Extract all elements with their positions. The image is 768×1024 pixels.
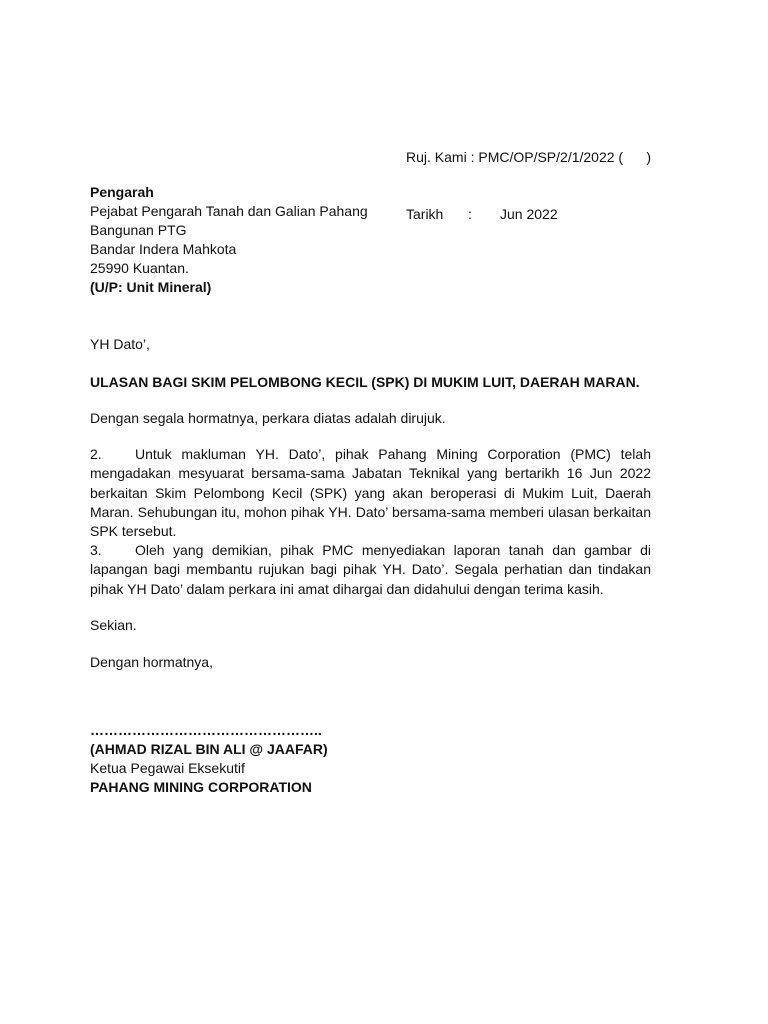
paragraph-2 (90, 445, 651, 541)
date-label: Tarikh (406, 206, 444, 222)
subject-line: ULASAN BAGI SKIM PELOMBONG KECIL (SPK) DI MUKIM LUIT, DAERAH MARAN. (90, 374, 640, 390)
salutation: YH Dato’, (90, 336, 150, 352)
addressee-line-2: Bangunan PTG (90, 222, 187, 238)
intro-paragraph: Dengan segala hormatnya, perkara diatas adalah dirujuk. (90, 410, 446, 426)
closing-regards: Dengan hormatnya, (90, 654, 213, 670)
addressee-attention: (U/P: Unit Mineral) (90, 279, 212, 295)
date-colon: : (468, 206, 472, 222)
signatory-name: (AHMAD RIZAL BIN ALI @ JAAFAR) (90, 741, 328, 757)
addressee-line-1: Pejabat Pengarah Tanah dan Galian Pahang (90, 203, 368, 219)
paragraph-3-text: Oleh yang demikian, pihak PMC menyediakan laporan tanah dan gambar di lapangan bagi membantu rujukan bagi pihak YH. Dato’. Segala perhatian dan tindakan pihak YH Dato’ dalam perkara ini amat dihargai dan didahului dengan terima kasih. (90, 542, 651, 597)
signature-dots: ………………………………………….. (90, 722, 322, 738)
addressee-title: Pengarah (90, 184, 154, 200)
addressee-block (90, 183, 690, 297)
paragraph-2-number: 2. (90, 446, 102, 462)
paragraph-2-text: Untuk makluman YH. Dato’, pihak Pahang Mining Corporation (PMC) telah mengadakan mesyuarat bersama-sama Jabatan Teknikal yang bertarikh 16 Jun 2022 berkaitan Skim Pelombong Kecil (SPK) yang akan beroperasi di Mukim Luit, Daerah Maran. Sehubungan itu, mohon pihak YH. Dato’ bersama-sama memberi ulasan berkaitan SPK tersebut. (90, 446, 651, 540)
reference-number: Ruj. Kami : PMC/OP/SP/2/1/2022 ( ) (406, 149, 652, 165)
date-value: Jun 2022 (500, 206, 558, 222)
closing-sekian: Sekian. (90, 617, 137, 633)
signatory-position: Ketua Pegawai Eksekutif (90, 760, 245, 776)
signatory-organization: PAHANG MINING CORPORATION (90, 779, 312, 795)
signature-block (90, 721, 328, 797)
paragraph-3-number: 3. (90, 542, 102, 558)
paragraph-3 (90, 541, 651, 599)
addressee-line-4: 25990 Kuantan. (90, 260, 189, 276)
addressee-line-3: Bandar Indera Mahkota (90, 241, 237, 257)
